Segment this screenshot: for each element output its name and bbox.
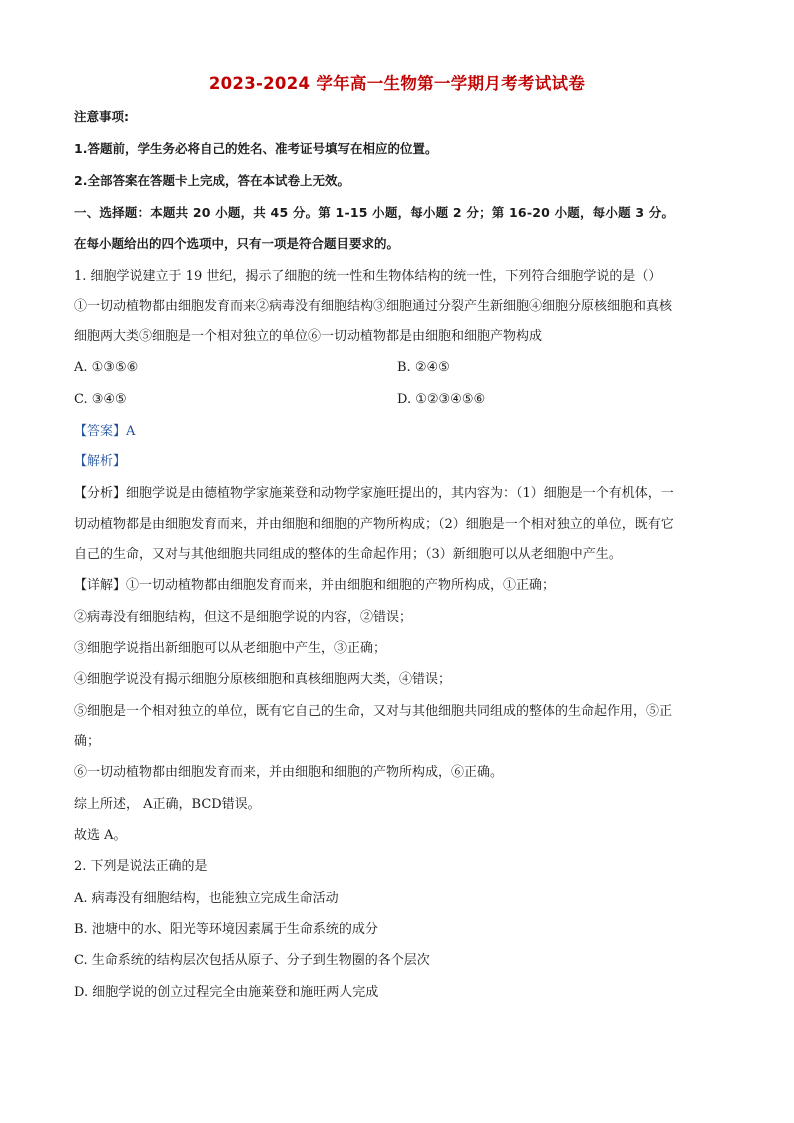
question-2-option-a: A. 病毒没有细胞结构，也能独立完成生命活动 bbox=[74, 891, 339, 906]
section-instruction-line-2: 在每小题给出的四个选项中，只有一项是符合题目要求的。 bbox=[74, 236, 400, 251]
question-1-detail-line-3: ③细胞学说指出新细胞可以从老细胞中产生，③正确； bbox=[74, 641, 387, 656]
question-1-detail-line-9: 故选 A。 bbox=[74, 828, 127, 843]
page-title: 2023-2024 学年高一生物第一学期月考考试试卷 bbox=[208, 74, 586, 93]
question-1-detail-line-7: ⑥一切动植物都由细胞发育而来，并由细胞和细胞的产物所构成，⑥正确。 bbox=[74, 765, 504, 780]
question-2-option-b: B. 池塘中的水、阳光等环境因素属于生命系统的成分 bbox=[74, 922, 378, 937]
question-1-detail-line-6: 确； bbox=[74, 734, 101, 749]
question-1-detail-line-8: 综上所述， A正确，BCD错误。 bbox=[74, 797, 261, 812]
question-1-statements-line-1: ①一切动植物都由细胞发育而来②病毒没有细胞结构③细胞通过分裂产生新细胞④细胞分原核细胞和真核 bbox=[74, 299, 673, 314]
question-1-analysis-line-1: 【分析】细胞学说是由德植物学家施莱登和动物学家施旺提出的，其内容为：（1）细胞是一个有机体，一 bbox=[74, 486, 674, 501]
question-1-answer: 【答案】A bbox=[74, 424, 136, 439]
question-1-analysis-line-3: 自己的生命，又对与其他细胞共同组成的整体的生命起作用；（3）新细胞可以从老细胞中产生。 bbox=[74, 547, 622, 562]
question-1-stem: 1. 细胞学说建立于 19 世纪，揭示了细胞的统一性和生物体结构的统一性，下列符合细胞学说的是（） bbox=[74, 269, 662, 284]
question-2-stem: 2. 下列是说法正确的是 bbox=[74, 859, 208, 874]
question-1-detail-line-4: ④细胞学说没有揭示细胞分原核细胞和真核细胞两大类，④错误； bbox=[74, 672, 452, 687]
question-1-analysis-line-2: 切动植物都是由细胞发育而来，并由细胞和细胞的产物所构成；（2）细胞是一个相对独立的单位，既有它 bbox=[74, 517, 674, 532]
question-1-statements-line-2: 细胞两大类⑤细胞是一个相对独立的单位⑥一切动植物都是由细胞和细胞产物构成 bbox=[74, 329, 543, 344]
question-2-option-c: C. 生命系统的结构层次包括从原子、分子到生物圈的各个层次 bbox=[74, 953, 430, 968]
note-item-1: 1.答题前，学生务必将自己的姓名、准考证号填写在相应的位置。 bbox=[74, 141, 438, 156]
section-instruction-line-1: 一、选择题：本题共 20 小题，共 45 分。第 1-15 小题，每小题 2 分；第 16-20 小题，每小题 3 分。 bbox=[74, 205, 675, 220]
question-1-option-c: C. ③④⑤ bbox=[74, 392, 127, 407]
question-1-option-d: D. ①②③④⑤⑥ bbox=[397, 392, 486, 407]
question-1-option-b: B. ②④⑤ bbox=[397, 360, 450, 375]
question-1-analysis-label: 【解析】 bbox=[74, 454, 127, 469]
question-2-option-d: D. 细胞学说的创立过程完全由施莱登和施旺两人完成 bbox=[74, 985, 379, 1000]
question-1-detail-line-1: 【详解】①一切动植物都由细胞发育而来，并由细胞和细胞的产物所构成，①正确； bbox=[74, 578, 556, 593]
question-1-detail-line-5: ⑤细胞是一个相对独立的单位，既有它自己的生命，又对与其他细胞共同组成的整体的生命起作用，⑤正 bbox=[74, 704, 673, 719]
notes-heading: 注意事项: bbox=[74, 109, 129, 124]
note-item-2: 2.全部答案在答题卡上完成，答在本试卷上无效。 bbox=[74, 173, 350, 188]
question-1-option-a: A. ①③⑤⑥ bbox=[74, 360, 139, 375]
question-1-detail-line-2: ②病毒没有细胞结构，但这不是细胞学说的内容，②错误； bbox=[74, 610, 413, 625]
